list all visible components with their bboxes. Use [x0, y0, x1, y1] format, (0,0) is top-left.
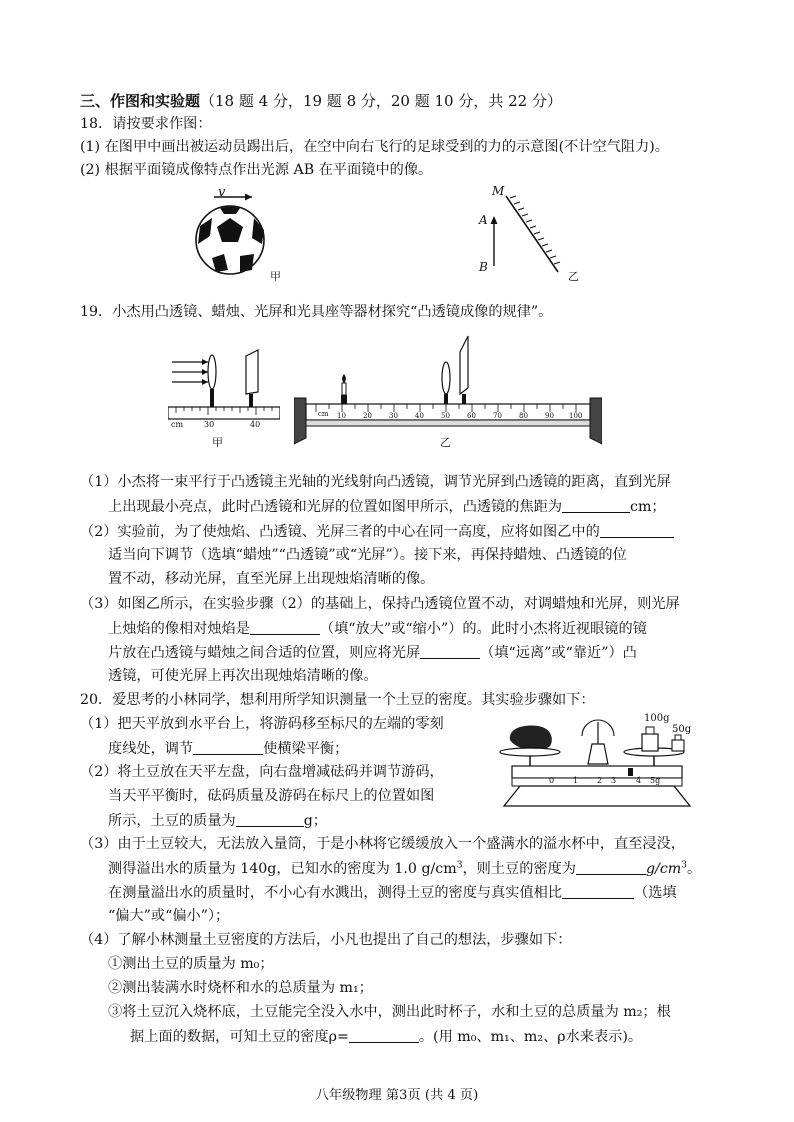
ruler-jia-unit: cm	[171, 420, 184, 429]
ruler-yi-20: 20	[363, 412, 372, 420]
ruler-yi-90: 90	[545, 412, 554, 420]
ruler-jia-40: 40	[250, 420, 261, 429]
q20-part2-line3: 所示，土豆的质量为 g；	[108, 813, 327, 829]
answer-blank-adjust-part[interactable]	[193, 740, 263, 755]
fig-yi-label: 乙	[440, 436, 451, 449]
label-a: A	[479, 213, 488, 227]
q19-part1-line1: （1）小杰将一束平行于凸透镜主光轴的光线射向凸透镜，调节光屏到凸透镜的距离，直到光屏	[80, 474, 671, 490]
optical-bench-yi	[294, 334, 602, 458]
scale-4: 4	[636, 776, 642, 785]
q20-stem: 20．爱思考的小林同学，想利用所学知识测量一个土豆的密度。其实验步骤如下：	[80, 692, 595, 708]
answer-blank-focal-length[interactable]	[562, 498, 630, 513]
q19-part3-line2: 上烛焰的像相对烛焰是 （填“放大”或“缩小”）的。此时小杰将近视眼镜的镜	[108, 621, 647, 637]
section-title: 三、作图和实验题	[80, 92, 201, 110]
ruler-yi-70: 70	[493, 412, 502, 420]
q19-stem: 19．小杰用凸透镜、蜡烛、光屏和光具座等器材探究“凸透镜成像的规律”。	[80, 304, 553, 320]
ruler-yi-10: 10	[337, 412, 346, 420]
q19-part3-line4: 透镜，可使光屏上再次出现烛焰清晰的像。	[108, 668, 378, 684]
q20-part4-line1: （4）了解小林测量土豆密度的方法后，小凡也提出了自己的想法，步骤如下：	[80, 932, 572, 948]
q20-part2-line1: （2）将土豆放在天平左盘，向右盘增减砝码并调节游码，	[80, 764, 444, 780]
answer-blank-error-direction[interactable]	[562, 884, 634, 899]
q20-part3-line2: 测得溢出水的质量为 140g，已知水的密度为 1.0 $g/cm^3$，则土豆的密度为 $g/cm^3$。	[108, 860, 702, 877]
answer-blank-potato-mass[interactable]	[236, 812, 304, 827]
q19-part2-line1: （2）实验前，为了使烛焰、凸透镜、光屏三者的中心在同一高度，应将如图乙中的	[80, 523, 674, 542]
ruler-yi-30: 30	[389, 412, 398, 420]
soccer-ball-figure	[186, 185, 286, 286]
ruler-yi-40: 40	[415, 412, 424, 420]
q20-step3-line1: ③将土豆沉入烧杯底，土豆能完全没入水中，测出此时杯子，水和土豆的总质量为 m₂；根	[108, 1004, 671, 1020]
ruler-jia-30: 30	[204, 420, 215, 429]
label-m: M	[492, 184, 505, 198]
fig-jia-label: 甲	[212, 436, 223, 449]
q20-part2-line2: 当天平平衡时，砝码质量及游码在标尺上的位置如图	[108, 788, 435, 804]
ruler-yi-60: 60	[467, 412, 476, 420]
q20-step3-line2: 据上面的数据，可知土豆的密度ρ= 。(用 m₀、m₁、m₂、ρ水来表示)。	[130, 1029, 643, 1045]
scale-5g: 5g	[650, 776, 661, 785]
q19-part2-line2: 适当向下调节（选填“蜡烛”“凸透镜”或“光屏”）。接下来，再保持蜡烛、凸透镜的位	[108, 547, 627, 563]
ruler-yi-100: 100	[569, 412, 583, 420]
q20-part1-line1: （1）把天平放到水平台上，将游码移至标尺的左端的零刻	[80, 716, 444, 732]
q20-part3-line3: 在测量溢出水的质量时，不小心有水溅出，测得土豆的密度与真实值相比 （选填	[108, 885, 677, 901]
plane-mirror-figure	[472, 186, 592, 284]
q20-part3-line4: “偏大”或“偏小”）；	[108, 908, 230, 924]
answer-blank-screen-direction[interactable]	[420, 644, 480, 659]
optical-bench-jia	[168, 334, 280, 458]
q20-part1-line2: 度线处，调节 使横梁平衡；	[108, 741, 349, 757]
ruler-yi-unit: cm	[318, 410, 329, 418]
answer-blank-image-size[interactable]	[250, 620, 320, 635]
velocity-label: v	[218, 185, 226, 200]
lens-screen-jia-icon	[168, 334, 280, 458]
label-b: B	[479, 260, 488, 274]
q19-part2-line3: 置不动，移动光屏，直至光屏上出现烛焰清晰的像。	[108, 571, 435, 587]
scale-3: 3	[611, 776, 617, 785]
scale-2: 2	[597, 776, 603, 785]
q20-step2: ②测出装满水时烧杯和水的总质量为 m₁；	[108, 980, 373, 996]
q19-part3-line3: 片放在凸透镜与蜡烛之间合适的位置，则应将光屏 （填“远离”或“靠近”）凸	[108, 645, 637, 661]
q19-part3-line1: （3）如图乙所示，在实验步骤（2）的基础上，保持凸透镜位置不动，对调蜡烛和光屏，则光屏	[80, 596, 680, 612]
page-footer: 八年级物理 第3页 (共 4 页)	[315, 1088, 479, 1103]
ruler-yi-80: 80	[519, 412, 528, 420]
q18-part2: (2) 根据平面镜成像特点作出光源 AB 在平面镜中的像。	[80, 162, 433, 178]
scale-1: 1	[573, 776, 579, 785]
answer-blank-adjust-item[interactable]	[600, 523, 674, 538]
q19-part1-line2: 上出现最小亮点，此时凸透镜和光屏的位置如图甲所示，凸透镜的焦距为 cm；	[108, 499, 666, 515]
fig-jia-label: 甲	[270, 270, 281, 283]
section-score: （18 题 4 分，19 题 8 分，20 题 10 分，共 22 分）	[200, 92, 562, 110]
fig-yi-label: 乙	[568, 270, 579, 283]
q18-part1: (1) 在图甲中画出被运动员踢出后，在空中向右飞行的足球受到的力的示意图(不计空气阻力)。	[80, 139, 669, 155]
q18-stem: 18．请按要求作图：	[80, 116, 212, 132]
answer-blank-density-expression[interactable]	[349, 1028, 419, 1043]
answer-blank-potato-density[interactable]	[576, 860, 646, 875]
ruler-yi-50: 50	[441, 412, 450, 420]
q20-step1: ①测出土豆的质量为 m₀；	[108, 956, 274, 972]
section-header	[80, 92, 562, 111]
weight-100g-label: 100g	[644, 713, 670, 724]
balance-figure	[494, 708, 700, 812]
scale-0: 0	[549, 776, 555, 785]
weight-50g-label: 50g	[672, 724, 692, 735]
q20-part3-line1: （3）由于土豆较大，无法放入量筒，于是小林将它缓缓放入一个盛满水的溢水杯中，直至浸没，	[80, 836, 685, 852]
